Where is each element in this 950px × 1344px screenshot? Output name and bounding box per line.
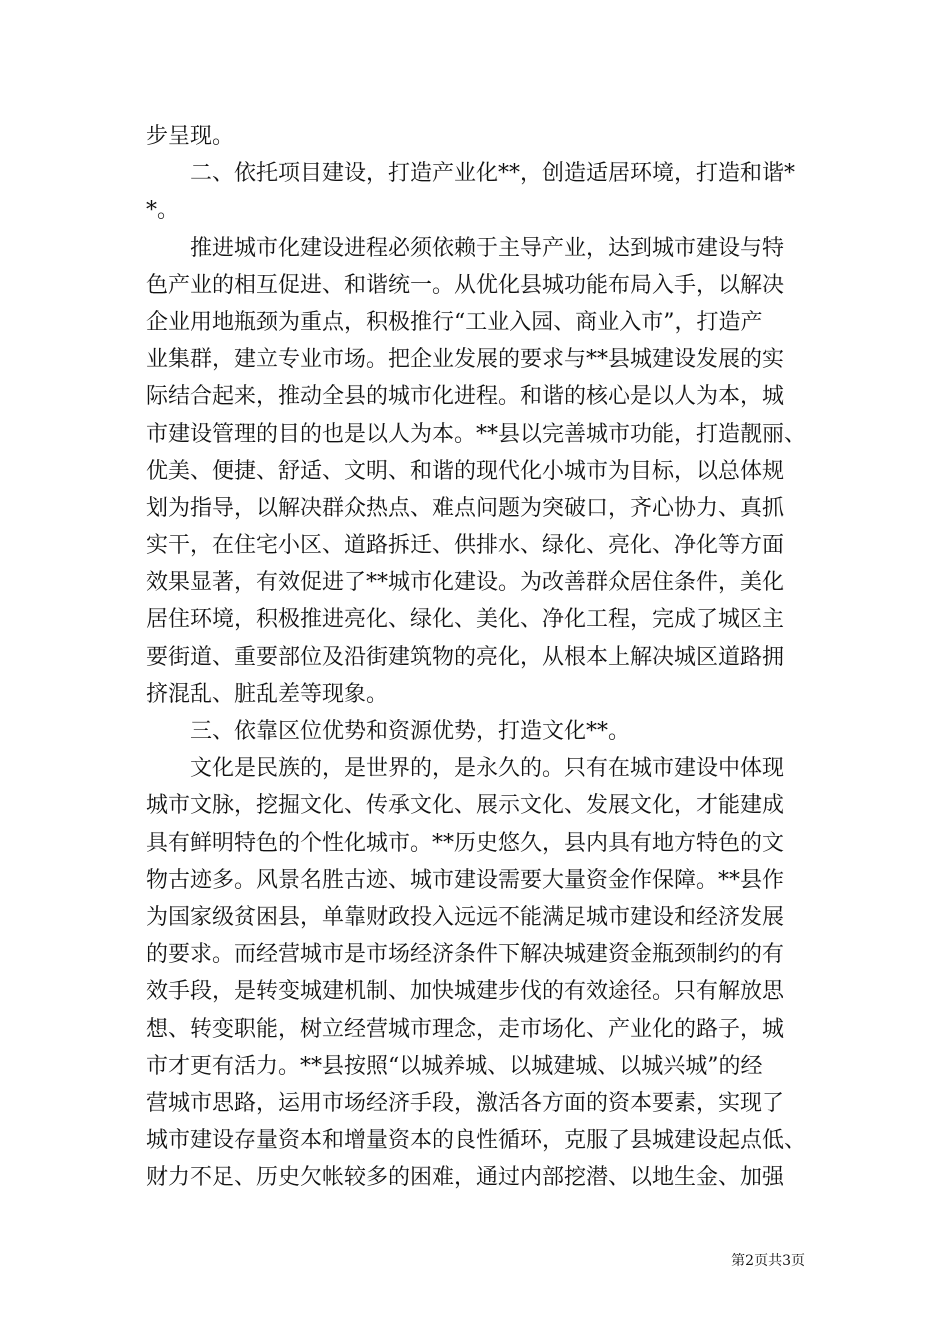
paragraph-start: 文化是民族的，是世界的，是永久的。只有在城市建设中体现 bbox=[190, 756, 785, 782]
text-line: 市建设管理的目的也是以人为本。**县以完善城市功能，打造靓丽、 bbox=[146, 421, 806, 447]
text-line: 要街道、重要部位及沿街建筑物的亮化，从根本上解决城区道路拥 bbox=[146, 644, 785, 670]
page-number-footer: 第2页共3页 bbox=[731, 1253, 805, 1269]
text-line: 际结合起来，推动全县的城市化进程。和谐的核心是以人为本，城 bbox=[146, 384, 785, 410]
text-line: 色产业的相互促进、和谐统一。从优化县城功能布局入手，以解决 bbox=[146, 272, 785, 298]
text-line: 步呈现。 bbox=[146, 124, 235, 149]
text-line: 为国家级贫困县，单靠财政投入远远不能满足城市建设和经济发展 bbox=[146, 904, 785, 930]
text-line: 实干，在住宅小区、道路拆迁、供排水、绿化、亮化、净化等方面 bbox=[146, 533, 785, 559]
text-line: 效手段，是转变城建机制、加快城建步伐的有效途径。只有解放思 bbox=[146, 979, 785, 1005]
text-line: 居住环境，积极推进亮化、绿化、美化、净化工程，完成了城区主 bbox=[146, 607, 785, 633]
section-heading: 三、依靠区位优势和资源优势，打造文化**。 bbox=[190, 719, 631, 744]
text-line: 效果显著，有效促进了**城市化建设。为改善群众居住条件，美化 bbox=[146, 570, 785, 596]
text-line: 的要求。而经营城市是市场经济条件下解决城建资金瓶颈制约的有 bbox=[146, 942, 785, 968]
text-line: 划为指导，以解决群众热点、难点问题为突破口，齐心协力、真抓 bbox=[146, 495, 785, 521]
text-line: 想、转变职能，树立经营城市理念，走市场化、产业化的路子，城 bbox=[146, 1016, 785, 1042]
text-line: 市才更有活力。**县按照“以城养城、以城建城、以城兴城”的经 bbox=[146, 1053, 763, 1079]
text-line: 财力不足、历史欠帐较多的困难，通过内部挖潜、以地生金、加强 bbox=[146, 1165, 785, 1191]
text-line: *。 bbox=[146, 198, 180, 224]
body-text bbox=[146, 118, 806, 1196]
text-line: 业集群，建立专业市场。把企业发展的要求与**县城建设发展的实 bbox=[146, 347, 785, 373]
text-line: 物古迹多。风景名胜古迹、城市建设需要大量资金作保障。**县作 bbox=[146, 867, 785, 893]
text-line: 企业用地瓶颈为重点，积极推行“工业入园、商业入市”，打造产 bbox=[146, 309, 763, 335]
text-line: 城市文脉，挖掘文化、传承文化、展示文化、发展文化，才能建成 bbox=[146, 793, 785, 819]
text-line: 营城市思路，运用市场经济手段，激活各方面的资本要素，实现了 bbox=[146, 1090, 785, 1116]
text-line: 挤混乱、脏乱差等现象。 bbox=[146, 681, 389, 707]
text-line: 优美、便捷、舒适、文明、和谐的现代化小城市为目标，以总体规 bbox=[146, 458, 785, 484]
section-heading: 二、依托项目建设，打造产业化**，创造适居环境，打造和谐* bbox=[190, 161, 796, 187]
text-line: 具有鲜明特色的个性化城市。**历史悠久，县内具有地方特色的文 bbox=[146, 830, 785, 856]
text-line: 城市建设存量资本和增量资本的良性循环，克服了县城建设起点低、 bbox=[146, 1128, 806, 1154]
paragraph-start: 推进城市化建设进程必须依赖于主导产业，达到城市建设与特 bbox=[190, 235, 785, 261]
